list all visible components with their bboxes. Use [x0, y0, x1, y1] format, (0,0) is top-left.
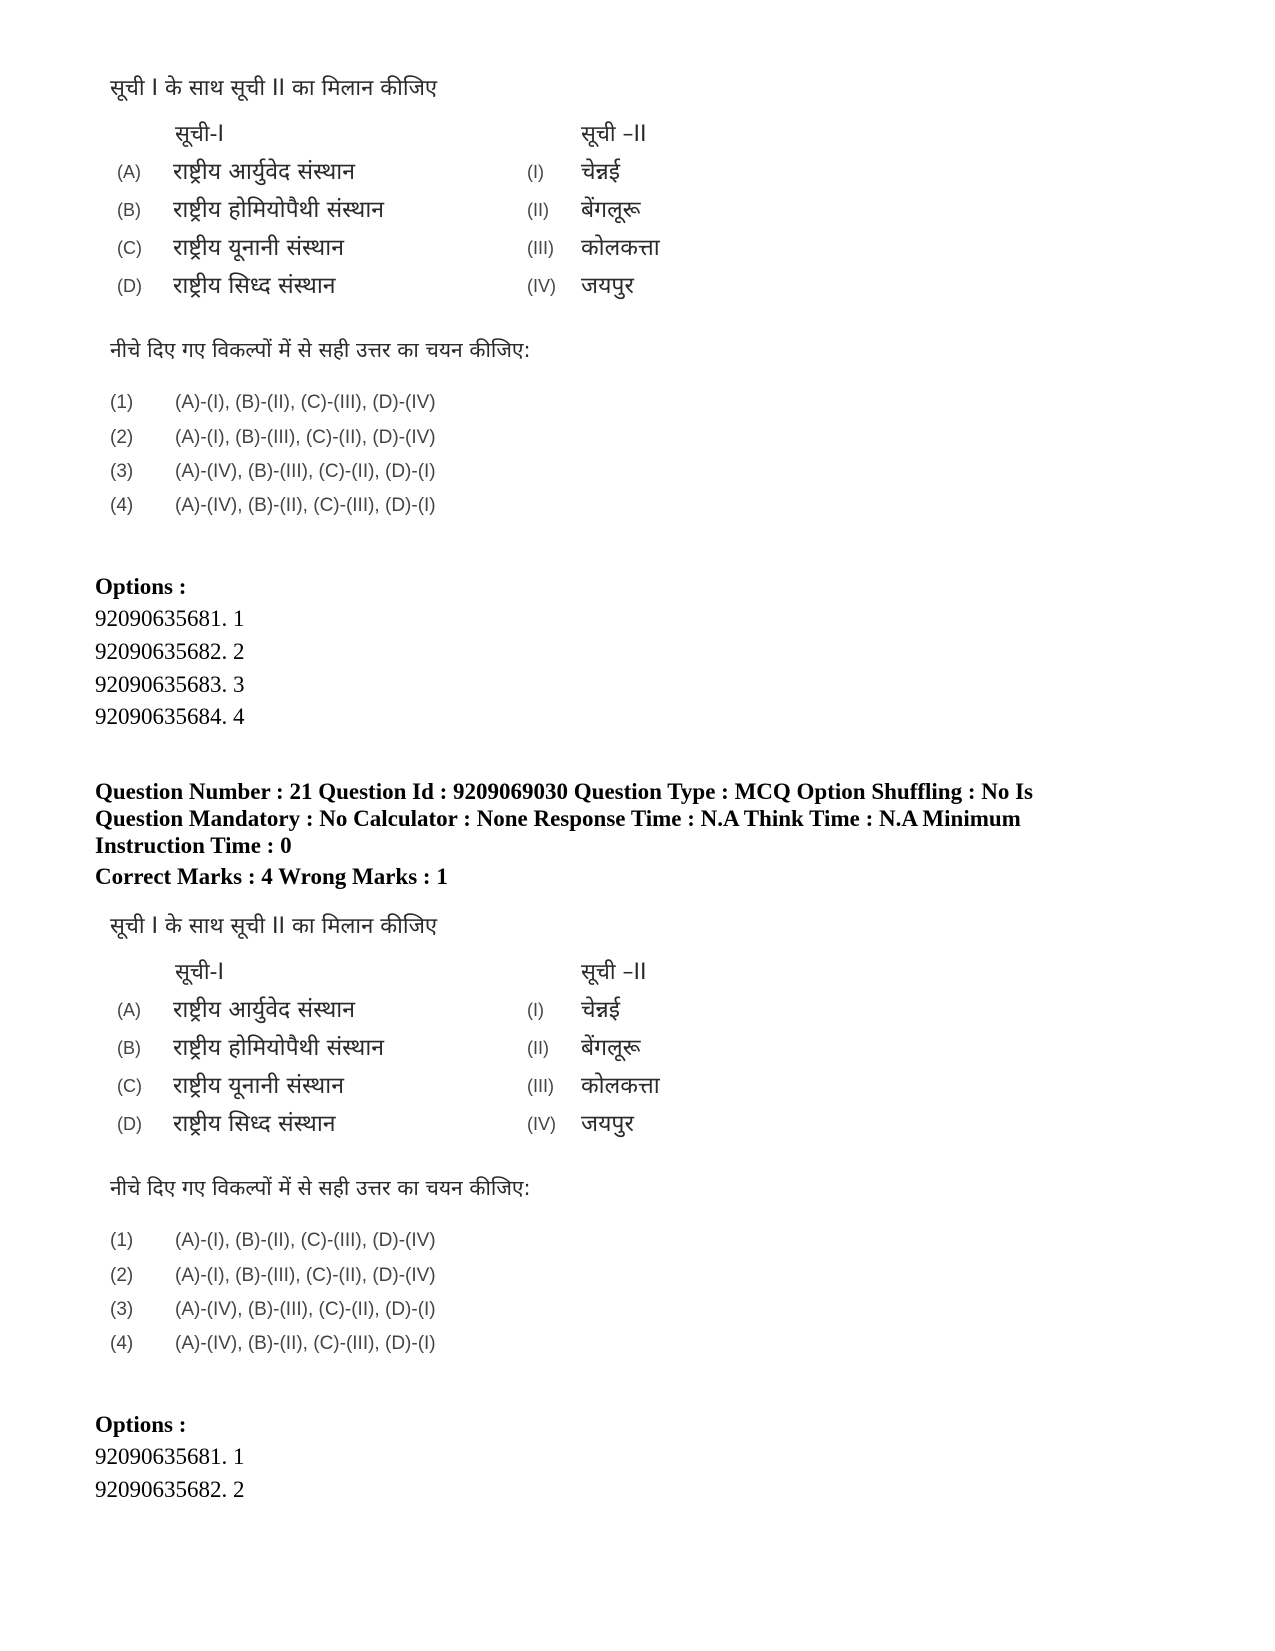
list1-item: राष्ट्रीय आर्युवेद संस्थान: [173, 997, 356, 1023]
list1-item: राष्ट्रीय सिध्द संस्थान: [173, 1111, 336, 1137]
answer-choice: [95, 495, 735, 527]
option-line: 92090635683. 3: [95, 672, 245, 697]
answer-choice: [95, 1299, 735, 1331]
options-heading: Options :: [95, 1412, 187, 1437]
list1-label: (D): [117, 1114, 142, 1134]
match-prompt: सूची I के साथ सूची II का मिलान कीजिए: [110, 76, 438, 101]
choice-text: (A)-(IV), (B)-(III), (C)-(II), (D)-(I): [175, 1299, 436, 1320]
list1-label: (A): [117, 1000, 141, 1020]
match-row: [95, 154, 735, 192]
list2-item: चेन्नई: [581, 159, 621, 185]
match-row: [95, 230, 735, 268]
choice-text: (A)-(I), (B)-(II), (C)-(III), (D)-(IV): [175, 1230, 436, 1251]
list2-label: (III): [527, 238, 554, 258]
match-prompt: सूची I के साथ सूची II का मिलान कीजिए: [110, 914, 438, 939]
choice-text: (A)-(IV), (B)-(II), (C)-(III), (D)-(I): [175, 495, 436, 516]
choice-text: (A)-(IV), (B)-(II), (C)-(III), (D)-(I): [175, 1333, 436, 1354]
option-line: 92090635684. 4: [95, 704, 245, 729]
match-row: [95, 1030, 735, 1068]
instruction-text: नीचे दिए गए विकल्पों में से सही उत्तर का चयन कीजिए:: [110, 1176, 531, 1200]
match-row: [95, 268, 735, 306]
list1-item: राष्ट्रीय सिध्द संस्थान: [173, 273, 336, 299]
list2-item: कोलकत्ता: [581, 235, 660, 261]
list2-label: (II): [527, 1038, 549, 1058]
list2-label: (IV): [527, 276, 556, 296]
list2-label: (I): [527, 1000, 544, 1020]
options-heading: Options :: [95, 574, 187, 599]
list2-label: (I): [527, 162, 544, 182]
answer-choice: [95, 1230, 735, 1262]
list2-item: चेन्नई: [581, 997, 621, 1023]
choice-number: (4): [110, 495, 134, 516]
list1-label: (B): [117, 1038, 141, 1058]
question-meta: Question Number : 21 Question Id : 9209069030 Question Type : MCQ Option Shuffling : No Is Question Mandatory : No Calculator : None Response Time : N.A Think Time : N.A Minimum Instruction Time : 0: [95, 779, 1034, 858]
list2-label: (II): [527, 200, 549, 220]
question-image-block-1: [95, 72, 735, 542]
match-row: [95, 1068, 735, 1106]
choice-text: (A)-(I), (B)-(III), (C)-(II), (D)-(IV): [175, 427, 436, 448]
list1-label: (D): [117, 276, 142, 296]
list2-item: जयपुर: [581, 273, 634, 299]
choice-text: (A)-(IV), (B)-(III), (C)-(II), (D)-(I): [175, 461, 436, 482]
list2-item: जयपुर: [581, 1111, 634, 1137]
list2-label: (IV): [527, 1114, 556, 1134]
answer-choice: [95, 1333, 735, 1365]
choice-number: (3): [110, 461, 134, 482]
list2-item: बेंगलूरू: [581, 197, 641, 223]
list2-header: सूची –II: [581, 960, 647, 985]
list1-header: सूची-I: [175, 960, 224, 985]
option-line: 92090635682. 2: [95, 639, 245, 664]
list1-item: राष्ट्रीय यूनानी संस्थान: [173, 1073, 344, 1099]
question-marks: Correct Marks : 4 Wrong Marks : 1: [95, 864, 448, 889]
answer-choice: [95, 392, 735, 424]
choice-text: (A)-(I), (B)-(III), (C)-(II), (D)-(IV): [175, 1265, 436, 1286]
match-row: [95, 992, 735, 1030]
choice-number: (2): [110, 427, 134, 448]
list2-item: बेंगलूरू: [581, 1035, 641, 1061]
list1-item: राष्ट्रीय होमियोपैथी संस्थान: [173, 1035, 385, 1061]
list1-label: (A): [117, 162, 141, 182]
choice-number: (3): [110, 1299, 134, 1320]
choice-number: (1): [110, 392, 134, 413]
list2-item: कोलकत्ता: [581, 1073, 660, 1099]
list2-label: (III): [527, 1076, 554, 1096]
option-line: 92090635681. 1: [95, 1444, 245, 1469]
answer-choice: [95, 427, 735, 459]
answer-choice: [95, 1265, 735, 1297]
list1-header: सूची-I: [175, 122, 224, 147]
choice-number: (4): [110, 1333, 134, 1354]
option-line: 92090635681. 1: [95, 606, 245, 631]
list2-header: सूची –II: [581, 122, 647, 147]
choice-number: (1): [110, 1230, 134, 1251]
choice-text: (A)-(I), (B)-(II), (C)-(III), (D)-(IV): [175, 392, 436, 413]
list1-label: (B): [117, 200, 141, 220]
list1-item: राष्ट्रीय यूनानी संस्थान: [173, 235, 344, 261]
list1-item: राष्ट्रीय आर्युवेद संस्थान: [173, 159, 356, 185]
match-row: [95, 192, 735, 230]
list1-label: (C): [117, 238, 142, 258]
answer-choice: [95, 461, 735, 493]
match-row: [95, 1106, 735, 1144]
choice-number: (2): [110, 1265, 134, 1286]
instruction-text: नीचे दिए गए विकल्पों में से सही उत्तर का चयन कीजिए:: [110, 338, 531, 362]
question-image-block-2: [95, 910, 735, 1380]
list1-label: (C): [117, 1076, 142, 1096]
list1-item: राष्ट्रीय होमियोपैथी संस्थान: [173, 197, 385, 223]
option-line: 92090635682. 2: [95, 1477, 245, 1502]
